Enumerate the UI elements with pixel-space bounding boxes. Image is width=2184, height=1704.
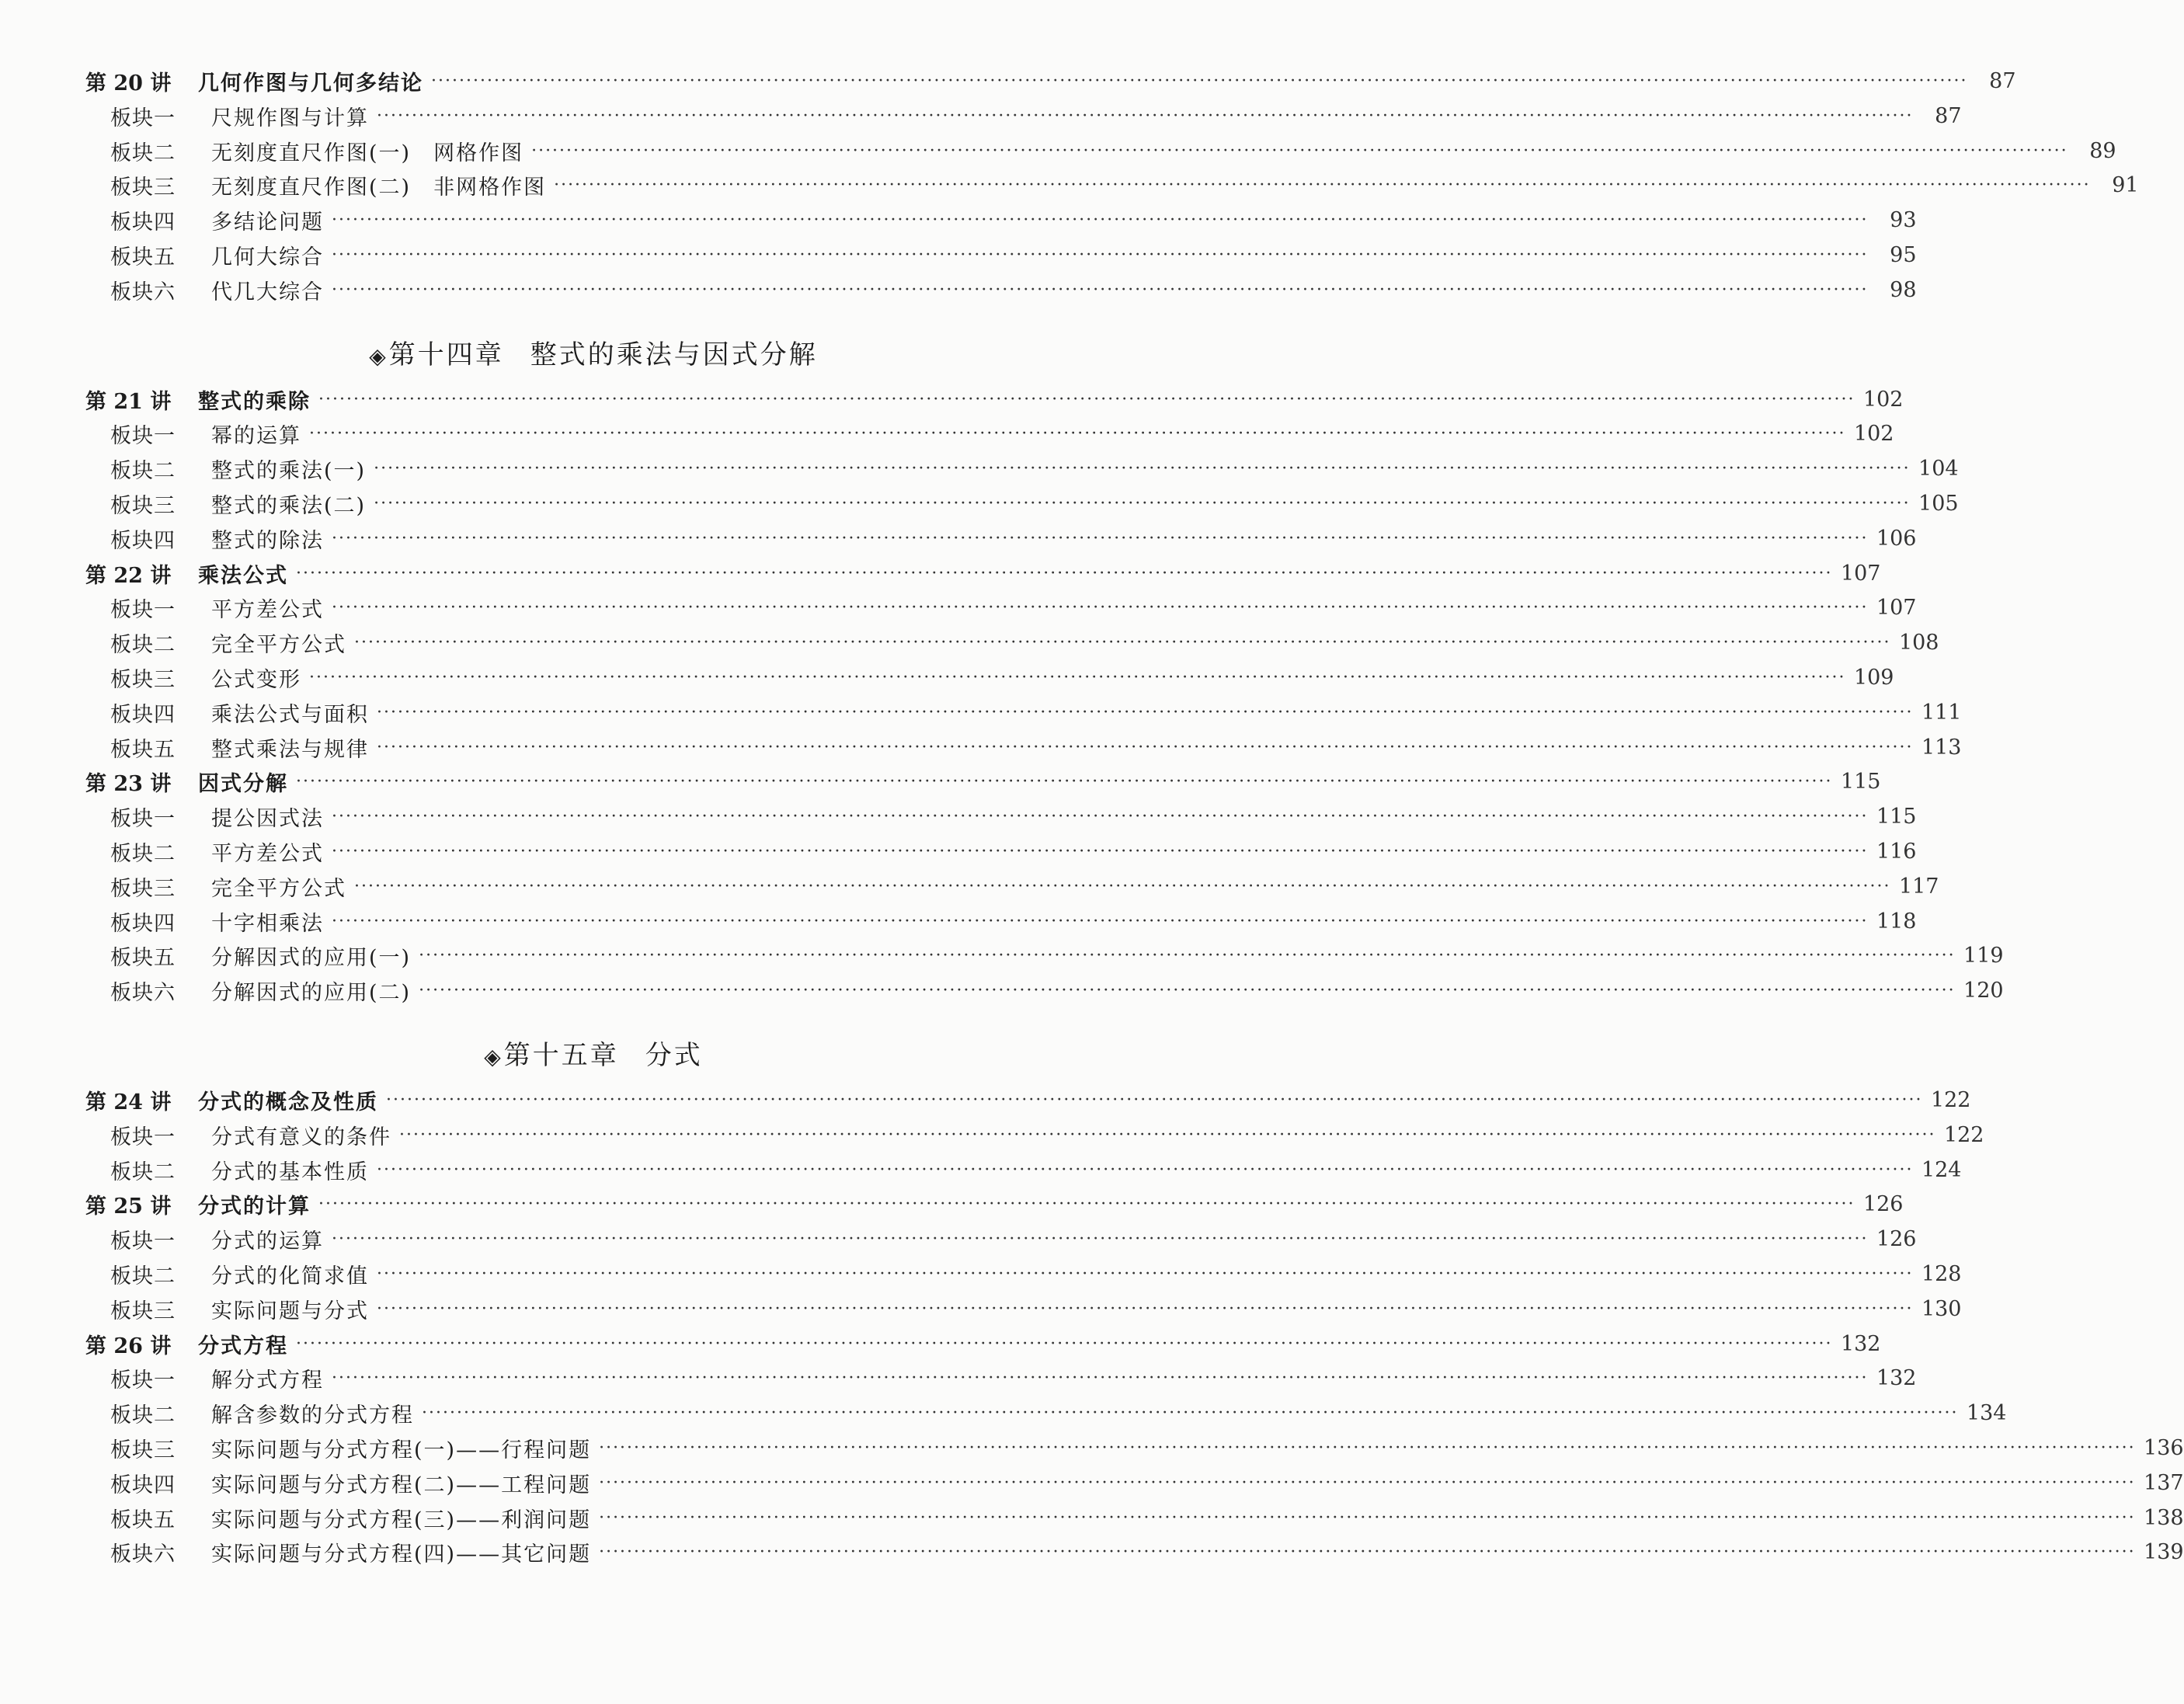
entry-title: 整式的乘法(一) xyxy=(211,458,367,483)
toc-section-entry[interactable] xyxy=(110,1258,1962,1289)
toc-section-entry[interactable] xyxy=(110,1223,1917,1254)
page-number: 117 xyxy=(1898,874,1939,899)
dot-leader: ···························································································································································································································· xyxy=(332,841,1869,861)
page-number: 134 xyxy=(1966,1400,2007,1425)
dot-leader: ···························································································································································································································· xyxy=(309,423,1846,443)
lecture-number: 第 26 讲 xyxy=(85,1334,172,1358)
entry-title: 分式方程 xyxy=(198,1334,288,1358)
dot-leader: ···························································································································································································································· xyxy=(419,945,1956,965)
page-number: 87 xyxy=(1935,103,1962,128)
entry-title: 整式的除法 xyxy=(211,528,324,553)
toc-section-entry[interactable] xyxy=(110,1362,1917,1393)
section-number: 板块一 xyxy=(110,1229,176,1254)
dot-leader: ···························································································································································································································· xyxy=(599,1473,2136,1493)
dot-leader: ···························································································································································································································· xyxy=(309,667,1846,687)
entry-title: 完全平方公式 xyxy=(211,632,346,657)
section-number: 板块二 xyxy=(110,841,176,866)
toc-section-entry[interactable] xyxy=(110,627,1939,658)
entry-title: 分式有意义的条件 xyxy=(211,1125,391,1149)
toc-section-entry[interactable] xyxy=(110,906,1917,937)
section-number: 板块五 xyxy=(110,245,176,270)
entry-title: 实际问题与分式 xyxy=(211,1299,369,1323)
entry-title: 乘法公式 xyxy=(198,563,288,588)
toc-lecture-entry[interactable] xyxy=(85,558,1881,589)
chapter-heading xyxy=(0,336,1187,374)
page-number: 126 xyxy=(1876,1226,1917,1251)
entry-title: 分式的运算 xyxy=(211,1229,324,1254)
toc-section-entry[interactable] xyxy=(110,801,1917,832)
entry-title: 实际问题与分式方程(二)——工程问题 xyxy=(211,1473,592,1497)
entry-title: 实际问题与分式方程(一)——行程问题 xyxy=(211,1438,592,1462)
entry-title: 几何作图与几何多结论 xyxy=(198,71,423,96)
toc-section-entry[interactable] xyxy=(110,135,2116,166)
page-number: 122 xyxy=(1930,1087,1971,1112)
entry-title: 解分式方程 xyxy=(211,1368,324,1393)
section-number: 板块二 xyxy=(110,632,176,657)
dot-leader: ···························································································································································································································· xyxy=(374,458,1911,478)
section-number: 板块三 xyxy=(110,876,176,901)
toc-section-entry[interactable] xyxy=(110,488,1959,519)
dot-leader: ···························································································································································································································· xyxy=(332,210,1869,230)
entry-title: 分式的概念及性质 xyxy=(198,1090,378,1115)
entry-title: 分式的计算 xyxy=(198,1194,311,1219)
entry-title: 十字相乘法 xyxy=(211,911,324,936)
page-number: 126 xyxy=(1862,1191,1904,1216)
lecture-number: 第 25 讲 xyxy=(85,1194,172,1219)
chapter-marker-icon: ◈ xyxy=(369,343,386,369)
toc-lecture-entry[interactable] xyxy=(85,65,2016,96)
dot-leader: ···························································································································································································································· xyxy=(377,1264,1914,1284)
entry-title: 分解因式的应用(二) xyxy=(211,980,412,1005)
dot-leader: ···························································································································································································································· xyxy=(599,1508,2136,1528)
dot-leader: ···························································································································································································································· xyxy=(419,980,1956,1000)
dot-leader: ···························································································································································································································· xyxy=(332,1229,1869,1249)
entry-title: 代几大综合 xyxy=(211,280,324,304)
page-number: 109 xyxy=(1853,665,1894,690)
entry-title: 乘法公式与面积 xyxy=(211,702,369,727)
dot-leader: ···························································································································································································································· xyxy=(377,1160,1914,1180)
section-number: 板块一 xyxy=(110,597,176,622)
entry-title: 多结论问题 xyxy=(211,210,324,235)
toc-section-entry[interactable] xyxy=(110,1119,1984,1150)
page-number: 87 xyxy=(1989,68,2016,93)
section-number: 板块三 xyxy=(110,667,176,692)
dot-leader: ···························································································································································································································· xyxy=(374,493,1911,513)
page-number: 102 xyxy=(1862,387,1904,412)
toc-section-entry[interactable] xyxy=(110,662,1894,693)
chapter-heading xyxy=(0,1036,1187,1075)
chapter-marker-icon: ◈ xyxy=(484,1044,501,1069)
page-number: 128 xyxy=(1921,1261,1962,1286)
entry-title: 公式变形 xyxy=(211,667,301,692)
entry-title: 无刻度直尺作图(一) 网格作图 xyxy=(211,141,524,165)
toc-lecture-entry[interactable] xyxy=(85,1084,1971,1115)
dot-leader: ···························································································································································································································· xyxy=(318,389,1855,409)
page-number: 115 xyxy=(1876,804,1917,829)
page-number: 98 xyxy=(1890,277,1917,302)
entry-title: 几何大综合 xyxy=(211,245,324,270)
entry-title: 实际问题与分式方程(三)——利润问题 xyxy=(211,1508,592,1532)
entry-title: 无刻度直尺作图(二) 非网格作图 xyxy=(211,175,547,200)
dot-leader: ···························································································································································································································· xyxy=(332,1368,1869,1388)
page-number: 139 xyxy=(2144,1539,2184,1564)
dot-leader: ···························································································································································································································· xyxy=(296,563,1833,583)
section-number: 板块二 xyxy=(110,458,176,483)
toc-section-entry[interactable] xyxy=(110,836,1917,867)
section-number: 板块六 xyxy=(110,1542,176,1567)
section-number: 板块四 xyxy=(110,528,176,553)
entry-title: 整式的乘除 xyxy=(198,389,311,414)
toc-section-entry[interactable] xyxy=(110,1536,2184,1567)
chapter-number: 第十四章 xyxy=(388,339,504,370)
section-number: 板块五 xyxy=(110,945,176,970)
section-number: 板块四 xyxy=(110,911,176,936)
section-number: 板块一 xyxy=(110,1368,176,1393)
entry-title: 分式的化简求值 xyxy=(211,1264,369,1288)
page-number: 137 xyxy=(2144,1470,2184,1495)
entry-title: 幂的运算 xyxy=(211,423,301,448)
dot-leader: ···························································································································································································································· xyxy=(377,106,1914,126)
toc-section-entry[interactable] xyxy=(110,418,1894,449)
toc-section-entry[interactable] xyxy=(110,940,2004,971)
page-number: 107 xyxy=(1876,595,1917,620)
toc-section-entry[interactable] xyxy=(110,1397,2007,1428)
entry-title: 整式乘法与规律 xyxy=(211,737,369,762)
toc-section-entry[interactable] xyxy=(110,204,1917,235)
lecture-number: 第 20 讲 xyxy=(85,71,172,96)
section-number: 板块三 xyxy=(110,175,176,200)
page-number: 104 xyxy=(1918,456,1959,481)
entry-title: 完全平方公式 xyxy=(211,876,346,901)
page-number: 118 xyxy=(1876,909,1917,934)
section-number: 板块六 xyxy=(110,980,176,1005)
dot-leader: ···························································································································································································································· xyxy=(422,1403,1959,1423)
lecture-number: 第 24 讲 xyxy=(85,1090,172,1115)
section-number: 板块三 xyxy=(110,1299,176,1323)
section-number: 板块四 xyxy=(110,210,176,235)
entry-title: 因式分解 xyxy=(198,771,288,796)
page-number: 106 xyxy=(1876,526,1917,551)
entry-title: 尺规作图与计算 xyxy=(211,106,369,130)
chapter-title: 分式 xyxy=(645,1040,703,1071)
page-number: 108 xyxy=(1898,630,1939,655)
entry-title: 分解因式的应用(一) xyxy=(211,945,412,970)
toc-section-entry[interactable] xyxy=(110,453,1959,484)
toc-section-entry[interactable] xyxy=(110,239,1917,270)
lecture-number: 第 21 讲 xyxy=(85,389,172,414)
page-number: 91 xyxy=(2112,172,2139,197)
entry-title: 实际问题与分式方程(四)——其它问题 xyxy=(211,1542,592,1567)
entry-title: 提公因式法 xyxy=(211,806,324,831)
toc-section-entry[interactable] xyxy=(110,100,1962,131)
toc-section-entry[interactable] xyxy=(110,592,1917,623)
toc-section-entry[interactable] xyxy=(110,1502,2184,1533)
toc-lecture-entry[interactable] xyxy=(85,766,1881,797)
toc-section-entry[interactable] xyxy=(110,274,1917,305)
dot-leader: ···························································································································································································································· xyxy=(377,737,1914,757)
page-number: 102 xyxy=(1853,421,1894,446)
dot-leader: ···························································································································································································································· xyxy=(332,280,1869,300)
chapter-title: 整式的乘法与因式分解 xyxy=(530,339,818,370)
section-number: 板块一 xyxy=(110,806,176,831)
toc-section-entry[interactable] xyxy=(110,1432,2184,1463)
toc-section-entry[interactable] xyxy=(110,975,2004,1006)
dot-leader: ···························································································································································································································· xyxy=(296,771,1833,791)
toc-section-entry[interactable] xyxy=(110,1467,2184,1498)
page-number: 130 xyxy=(1921,1296,1962,1321)
dot-leader: ···························································································································································································································· xyxy=(332,245,1869,265)
page-number: 95 xyxy=(1890,242,1917,267)
section-number: 板块五 xyxy=(110,1508,176,1532)
page-number: 105 xyxy=(1918,491,1959,516)
dot-leader: ···························································································································································································································· xyxy=(386,1090,1923,1110)
toc-section-entry[interactable] xyxy=(110,697,1962,728)
section-number: 板块一 xyxy=(110,423,176,448)
entry-title: 整式的乘法(二) xyxy=(211,493,367,518)
toc-section-entry[interactable] xyxy=(110,1154,1962,1185)
dot-leader: ···························································································································································································································· xyxy=(431,71,1968,91)
page-number: 138 xyxy=(2144,1505,2184,1530)
entry-title: 解含参数的分式方程 xyxy=(211,1403,414,1428)
toc-lecture-entry[interactable] xyxy=(85,384,1904,415)
section-number: 板块五 xyxy=(110,737,176,762)
page-number: 132 xyxy=(1840,1331,1881,1356)
toc-section-entry[interactable] xyxy=(110,732,1962,763)
dot-leader: ···························································································································································································································· xyxy=(377,702,1914,722)
page-number: 111 xyxy=(1921,700,1962,725)
page-number: 113 xyxy=(1921,735,1962,760)
dot-leader: ···························································································································································································································· xyxy=(599,1542,2136,1562)
chapter-number: 第十五章 xyxy=(503,1040,619,1071)
page-number: 136 xyxy=(2144,1435,2184,1460)
section-number: 板块六 xyxy=(110,280,176,304)
toc-section-entry[interactable] xyxy=(110,169,2139,200)
page-number: 107 xyxy=(1840,561,1881,586)
section-number: 板块二 xyxy=(110,1264,176,1288)
section-number: 板块四 xyxy=(110,1473,176,1497)
dot-leader: ···························································································································································································································· xyxy=(377,1299,1914,1319)
dot-leader: ···························································································································································································································· xyxy=(332,528,1869,548)
page-number: 89 xyxy=(2089,138,2116,163)
dot-leader: ···························································································································································································································· xyxy=(332,597,1869,617)
entry-title: 分式的基本性质 xyxy=(211,1160,369,1184)
dot-leader: ···························································································································································································································· xyxy=(554,175,2091,195)
dot-leader: ···························································································································································································································· xyxy=(399,1125,1936,1145)
section-number: 板块三 xyxy=(110,493,176,518)
lecture-number: 第 22 讲 xyxy=(85,563,172,588)
dot-leader: ···························································································································································································································· xyxy=(318,1194,1855,1214)
toc-lecture-entry[interactable] xyxy=(85,1328,1881,1359)
entry-title: 平方差公式 xyxy=(211,841,324,866)
page-number: 116 xyxy=(1876,839,1917,864)
dot-leader: ···························································································································································································································· xyxy=(332,911,1869,931)
toc-section-entry[interactable] xyxy=(110,1293,1962,1324)
page-number: 120 xyxy=(1963,978,2004,1003)
entry-title: 平方差公式 xyxy=(211,597,324,622)
lecture-number: 第 23 讲 xyxy=(85,771,172,796)
dot-leader: ···························································································································································································································· xyxy=(531,141,2068,161)
page-number: 122 xyxy=(1943,1122,1984,1147)
toc-lecture-entry[interactable] xyxy=(85,1188,1904,1219)
dot-leader: ···························································································································································································································· xyxy=(296,1334,1833,1354)
dot-leader: ···························································································································································································································· xyxy=(332,806,1869,826)
page-number: 119 xyxy=(1963,943,2004,968)
section-number: 板块二 xyxy=(110,1403,176,1428)
page-number: 132 xyxy=(1876,1365,1917,1390)
toc-section-entry[interactable] xyxy=(110,523,1917,554)
section-number: 板块一 xyxy=(110,106,176,130)
section-number: 板块一 xyxy=(110,1125,176,1149)
section-number: 板块三 xyxy=(110,1438,176,1462)
page-number: 93 xyxy=(1890,207,1917,232)
section-number: 板块二 xyxy=(110,1160,176,1184)
page-number: 124 xyxy=(1921,1157,1962,1182)
dot-leader: ···························································································································································································································· xyxy=(354,876,1891,896)
dot-leader: ···························································································································································································································· xyxy=(599,1438,2136,1458)
toc-section-entry[interactable] xyxy=(110,871,1939,902)
dot-leader: ···························································································································································································································· xyxy=(354,632,1891,652)
page-number: 115 xyxy=(1840,769,1881,794)
section-number: 板块二 xyxy=(110,141,176,165)
section-number: 板块四 xyxy=(110,702,176,727)
